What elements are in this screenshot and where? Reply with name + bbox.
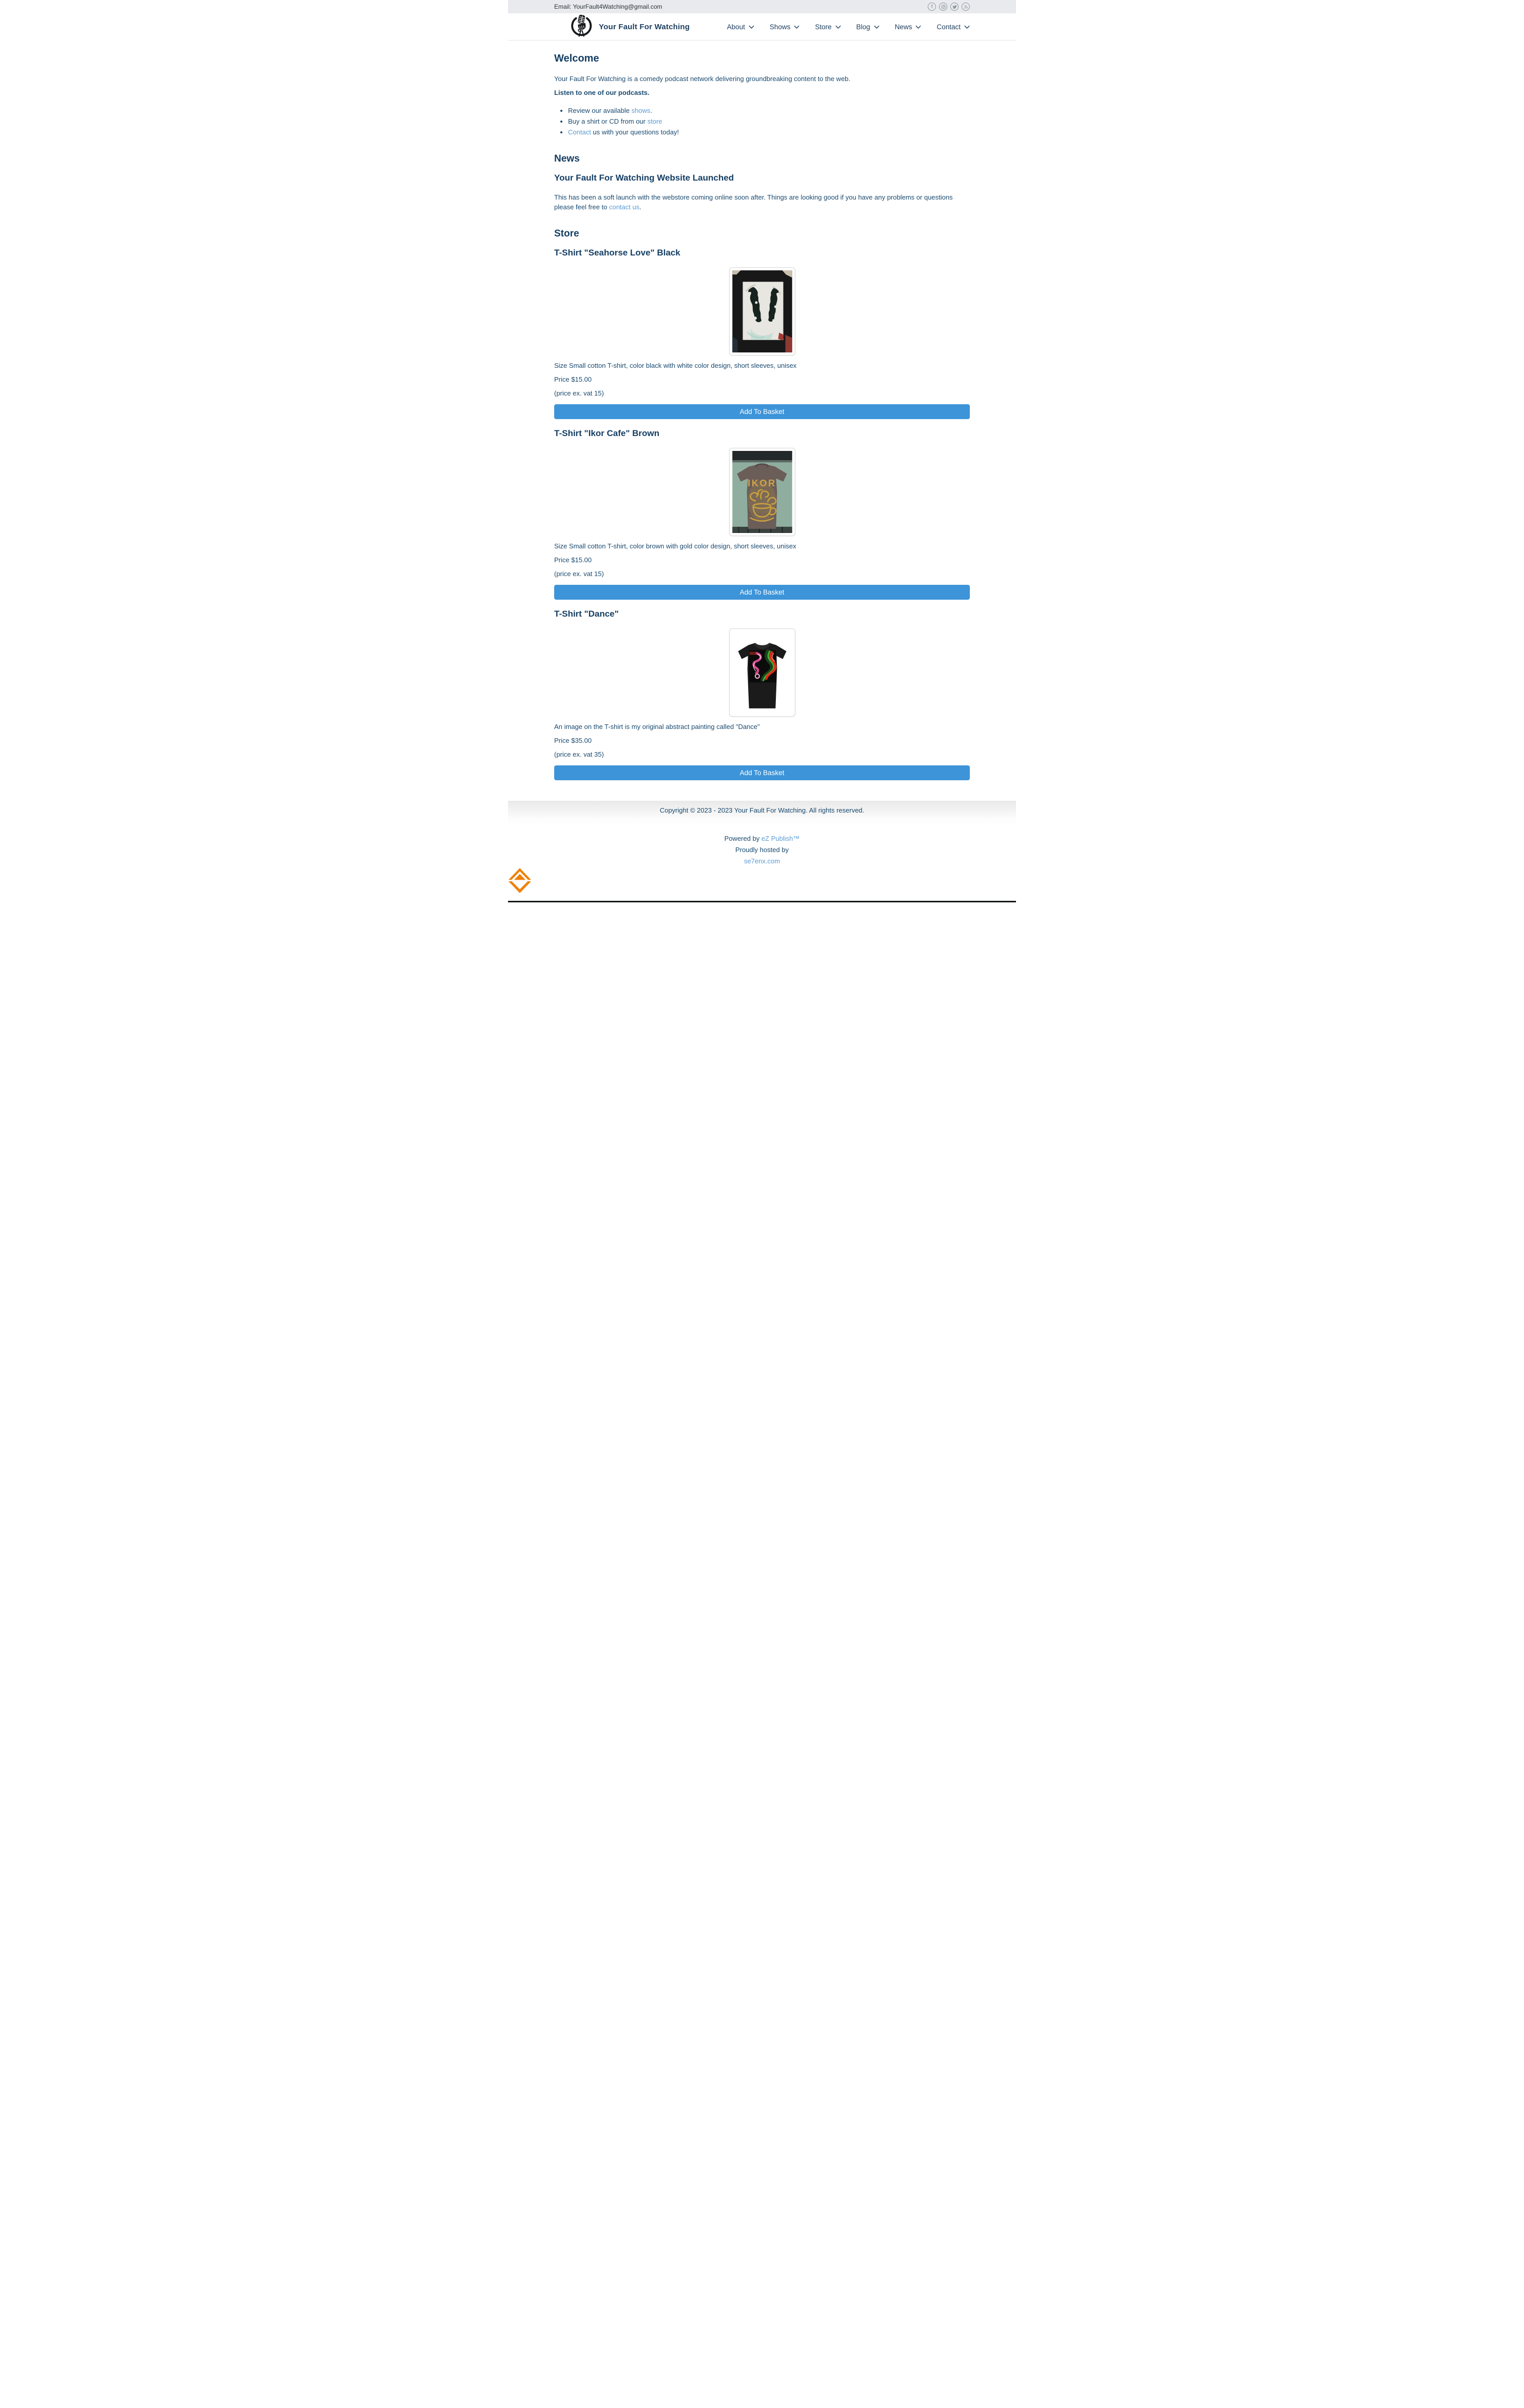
chevron-down-icon [874, 25, 880, 29]
social-links [928, 3, 970, 11]
page-title: Welcome [554, 53, 599, 64]
se7enx-link[interactable]: se7enx.com [744, 857, 780, 865]
powered-by-text: Powered by eZ Publish™ [724, 835, 800, 842]
podcast-options-list [554, 106, 970, 137]
dance-tshirt-image[interactable] [729, 628, 795, 717]
copyright-text: Copyright © 2023 - 2023 Your Fault For Watching. All rights reserved. [659, 806, 865, 814]
contact-link[interactable]: Contact [568, 128, 591, 136]
shows-link[interactable]: shows [631, 107, 651, 114]
news-article-title: Your Fault For Watching Website Launched [554, 173, 734, 183]
nav-item-store[interactable]: Store [815, 23, 841, 31]
news-article-body: This has been a soft launch with the webstore coming online soon after. Things are looking good if you have any problems or questions please feel free to contact us. [554, 193, 953, 211]
add-to-basket-button[interactable]: Add To Basket [554, 765, 970, 780]
main-nav [727, 23, 970, 31]
add-to-basket-button[interactable]: Add To Basket [554, 404, 970, 419]
rss-icon[interactable] [962, 3, 970, 11]
site-logo[interactable] [570, 14, 690, 40]
product-description: Size Small cotton T-shirt, color brown with gold color design, short sleeves, unisex [554, 542, 796, 550]
nav-item-shows[interactable]: Shows [770, 23, 800, 31]
hosted-by-text: Proudly hosted by [735, 846, 789, 854]
footer [508, 801, 1016, 902]
welcome-intro: Your Fault For Watching is a comedy podcast network delivering groundbreaking content to the web. [554, 75, 851, 83]
microphone-logo-icon [570, 14, 594, 40]
product-title: T-Shirt "Seahorse Love" Black [554, 248, 680, 258]
product-description: An image on the T-shirt is my original abstract painting called "Dance" [554, 723, 760, 731]
chevron-down-icon [964, 25, 970, 29]
list-item: • Review our available shows. [568, 106, 970, 115]
ez-publish-link[interactable]: eZ Publish™ [761, 835, 800, 842]
product-description: Size Small cotton T-shirt, color black with white color design, short sleeves, unisex [554, 362, 797, 369]
product-price: Price $15.00 [554, 376, 592, 383]
store-link[interactable]: store [647, 117, 662, 125]
copyright-band [508, 801, 1016, 823]
nav-item-about[interactable]: About [727, 23, 754, 31]
chevron-down-icon [749, 25, 754, 29]
instagram-icon[interactable] [939, 3, 947, 11]
chevron-down-icon [794, 25, 799, 29]
ikor-tshirt-image[interactable] [729, 448, 795, 536]
nav-item-news[interactable]: News [895, 23, 922, 31]
nav-item-blog[interactable]: Blog [856, 23, 880, 31]
product-price: Price $35.00 [554, 737, 592, 744]
contact-us-link[interactable]: contact us [609, 203, 640, 211]
contact-email: Email: YourFault4Watching@gmail.com [554, 3, 662, 10]
facebook-icon[interactable] [928, 3, 936, 11]
twitter-icon[interactable] [950, 3, 959, 11]
store-section-title: Store [554, 228, 579, 239]
se7enx-logo[interactable] [508, 867, 1016, 894]
svg-text:IKOR: IKOR [747, 478, 776, 488]
product-title: T-Shirt "Dance" [554, 609, 619, 619]
seahorse-tshirt-image[interactable] [729, 267, 795, 356]
product-price: Price $15.00 [554, 556, 592, 564]
add-to-basket-button[interactable]: Add To Basket [554, 585, 970, 600]
nav-item-contact[interactable]: Contact [936, 23, 970, 31]
site-header [508, 13, 1016, 41]
product-vat-note: (price ex. vat 35) [554, 751, 604, 758]
chevron-down-icon [915, 25, 921, 29]
listen-text: Listen to one of our podcasts. [554, 89, 650, 96]
brand-name: Your Fault For Watching [599, 22, 690, 31]
product-title: T-Shirt "Ikor Cafe" Brown [554, 428, 660, 438]
bottom-bar [508, 901, 1016, 902]
list-item: • Contact us with your questions today! [568, 127, 970, 137]
chevron-down-icon [835, 25, 841, 29]
product-vat-note: (price ex. vat 15) [554, 389, 604, 397]
topbar [508, 0, 1016, 13]
product-vat-note: (price ex. vat 15) [554, 570, 604, 578]
diamond-logo-icon [508, 867, 532, 894]
news-section-title: News [554, 153, 580, 164]
list-item: • Buy a shirt or CD from our store [568, 116, 970, 126]
